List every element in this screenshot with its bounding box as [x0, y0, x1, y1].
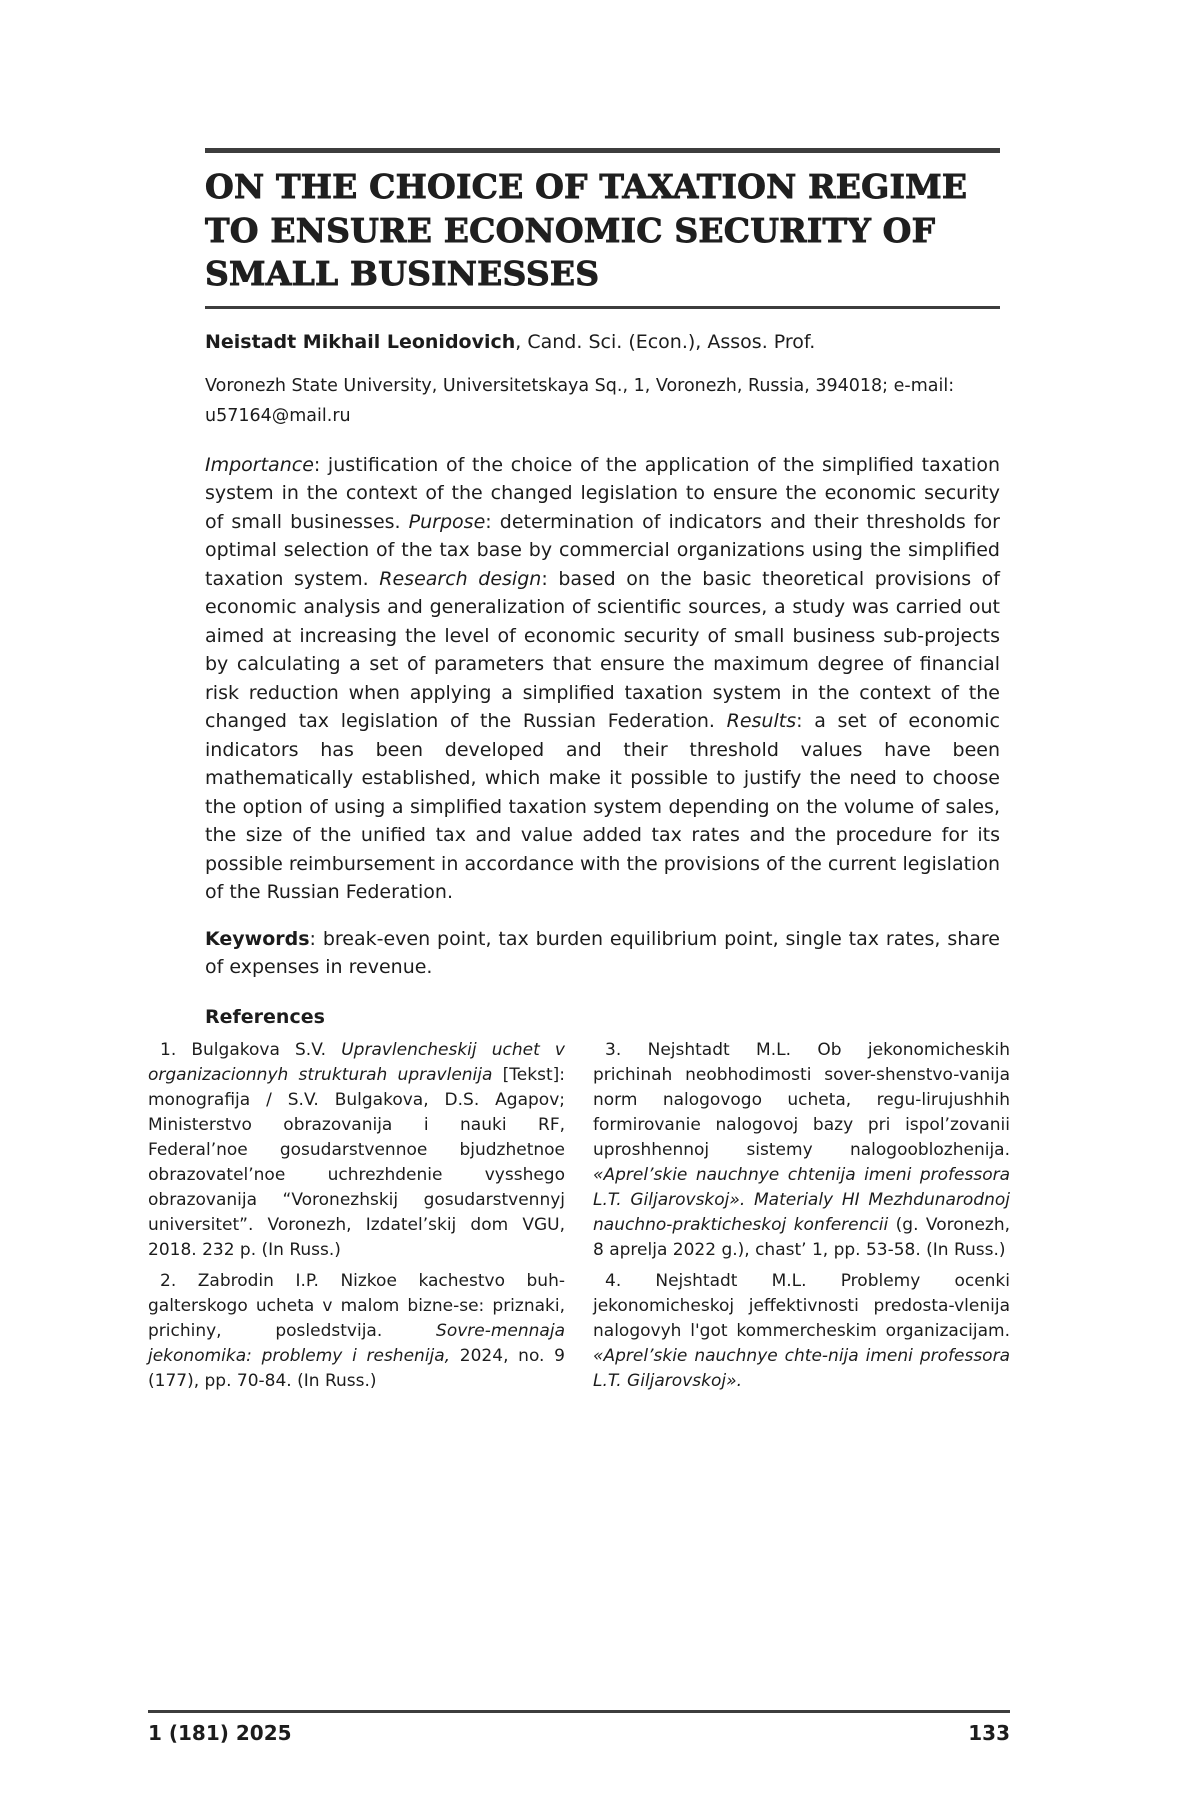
reference-item: 1. Bulgakova S.V. Upravlencheskij uchet v organizacionnyh strukturah upravlenija [Tekst]: monografija / S.V. Bulgakova, D.S. Agapov; Ministerstvo obrazovanija i nauki RF, Federal’noe gosudarstvennoe bjudzhetnoe obrazovatel’noe uchrezhdenie vysshego obrazovanija “Voronezhskij gosudarstvennyj universitet”. Voronezh, Izdatel’skij dom VGU, 2018. 232 p. (In Russ.): [148, 1039, 565, 1260]
references-columns: [148, 1038, 1010, 1400]
keywords-label: Keywords: [205, 927, 310, 950]
author-name: Neistadt Mikhail Leonidovich: [205, 330, 516, 353]
reference-item: 3. Nejshtadt M.L. Ob jekonomicheskih prichinah neobhodimosti sover-shenstvo-vanija norm nalogovogo ucheta, regu-lirujushhih formirovanie nalogovoj bazy pri ispol’zovanii uproshhennoj sistemy nalogooblozhenija. «Aprel’skie nauchnye chtenija imeni professora L.T. Giljarovskoj». Materialy HI Mezhdunarodnoj nauchno-prakticheskoj konferencii (g. Voronezh, 8 aprelja 2022 g.), chast’ 1, pp. 53-58. (In Russ.): [593, 1039, 1010, 1260]
affiliation-line: Voronezh State University, Universitetskaya Sq., 1, Voronezh, Russia, 394018; e-mail: u57164@mail.ru: [205, 375, 955, 426]
references-heading: References: [205, 1005, 325, 1028]
keywords-paragraph: [205, 925, 1000, 982]
references-right-column: [593, 1038, 1010, 1400]
article-title: ON THE CHOICE OF TAXATION REGIME TO ENSURE ECONOMIC SECURITY OF SMALL BUSINESSES: [205, 167, 968, 294]
author-line: [205, 331, 1000, 353]
reference-item: 2. Zabrodin I.P. Nizkoe kachestvo buh-galterskogo ucheta v malom bizne-se: priznaki, prichiny, posledstvija. Sovre-mennaja jekonomika: problemy i reshenija, 2024, no. 9 (177), pp. 70-84. (In Russ.): [148, 1270, 565, 1391]
page-footer: [148, 1710, 1010, 1745]
journal-issue-number: 1 (181) 2025: [148, 1721, 292, 1745]
keywords-text: : break-even point, tax burden equilibrium point, single tax rates, share of expenses in revenue.: [205, 927, 1000, 979]
reference-item: 4. Nejshtadt M.L. Problemy ocenki jekonomicheskoj jeffektivnosti predosta-vlenija nalogovyh l'got kommercheskim organizacijam. «Aprel’skie nauchnye chte-nija imeni professora L.T. Giljarovskoj».: [593, 1270, 1010, 1391]
references-section: [148, 1006, 1010, 1400]
abstract-paragraph: Importance: justification of the choice of the application of the simplified taxation system in the context of the changed legislation to ensure the economic security of small businesses. Purpose: determination of indicators and their thresholds for optimal selection of the tax base by commercial organizations using the simplified taxation system. Research design: based on the basic theoretical provisions of economic analysis and generalization of scientific sources, a study was carried out aimed at increasing the level of economic security of small business sub-projects by calculating a set of parameters that ensure the maximum degree of financial risk reduction when applying a simplified taxation system in the context of the changed tax legislation of the Russian Federation. Results: a set of economic indicators has been developed and their threshold values have been mathematically established, which make it possible to justify the need to choose the option of using a simplified taxation system depending on the volume of sales, the size of the unified tax and value added tax rates and the procedure for its possible reimbursement in accordance with the provisions of the current legislation of the Russian Federation.: [205, 453, 1000, 904]
page-number: 133: [968, 1721, 1010, 1745]
article-header: [205, 148, 1000, 982]
footer-rule: [148, 1710, 1010, 1713]
references-left-column: [148, 1038, 565, 1400]
title-bottom-rule: [205, 306, 1000, 309]
title-top-rule: [205, 148, 1000, 153]
page-content: [148, 0, 1010, 1400]
author-degrees: , Cand. Sci. (Econ.), Assos. Prof.: [515, 330, 816, 353]
footer-row: [148, 1721, 1010, 1745]
